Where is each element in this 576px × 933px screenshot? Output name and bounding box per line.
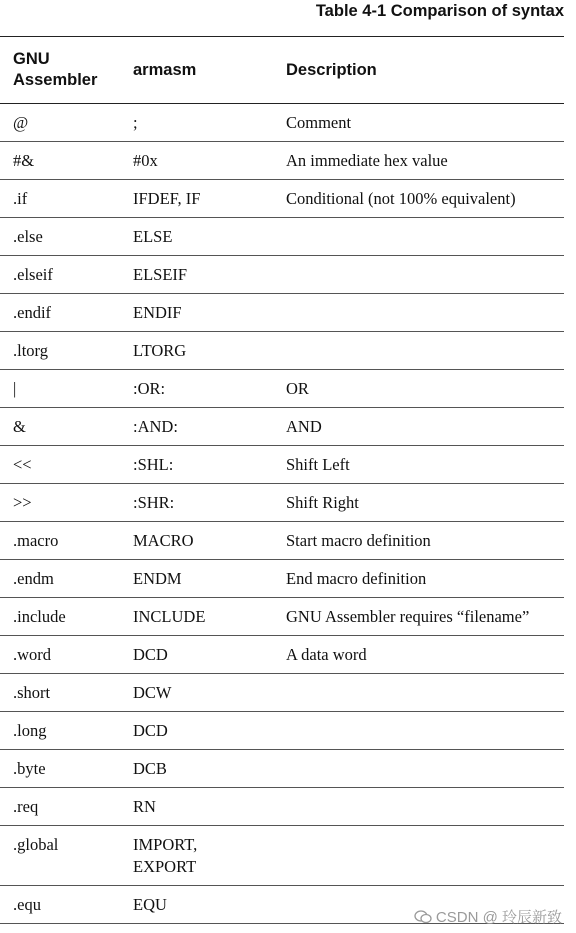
table-row (0, 332, 564, 370)
watermark (414, 906, 562, 927)
table-row (0, 370, 564, 408)
cell-gnu: | (0, 370, 120, 408)
table-body (0, 104, 564, 924)
cell-armasm: DCB (120, 750, 273, 788)
table-row (0, 522, 564, 560)
cell-gnu: .if (0, 180, 120, 218)
cell-armasm: EQU (120, 886, 273, 924)
cell-gnu: >> (0, 484, 120, 522)
cell-gnu: .else (0, 218, 120, 256)
header-armasm: armasm (120, 37, 273, 104)
cell-armasm: DCD (120, 636, 273, 674)
table-row (0, 598, 564, 636)
header-gnu-assembler: GNU Assembler (0, 37, 120, 104)
table-row (0, 788, 564, 826)
cell-armasm: MACRO (120, 522, 273, 560)
cell-description: Start macro definition (273, 522, 564, 560)
table-row (0, 408, 564, 446)
cell-description (273, 332, 564, 370)
cell-description: OR (273, 370, 564, 408)
cell-description: Shift Left (273, 446, 564, 484)
cell-gnu: .global (0, 826, 120, 886)
cell-description (273, 674, 564, 712)
table-row (0, 636, 564, 674)
table-row (0, 446, 564, 484)
cell-description: End macro definition (273, 560, 564, 598)
cell-armasm: IFDEF, IF (120, 180, 273, 218)
cell-gnu: .include (0, 598, 120, 636)
cell-description: Comment (273, 104, 564, 142)
cell-armasm: :AND: (120, 408, 273, 446)
cell-gnu: & (0, 408, 120, 446)
cell-armasm: ELSE (120, 218, 273, 256)
table-row (0, 294, 564, 332)
cell-gnu: .macro (0, 522, 120, 560)
table-row (0, 826, 564, 886)
cell-description: Shift Right (273, 484, 564, 522)
cell-gnu: .endif (0, 294, 120, 332)
cell-armasm: ; (120, 104, 273, 142)
table-header-row (0, 37, 564, 104)
cell-armasm: LTORG (120, 332, 273, 370)
table-row (0, 218, 564, 256)
cell-gnu: .endm (0, 560, 120, 598)
cell-description: GNU Assembler requires “filename” (273, 598, 564, 636)
cell-description: A data word (273, 636, 564, 674)
table-row (0, 104, 564, 142)
table-caption: Table 4-1 Comparison of syntax (315, 2, 564, 20)
table-row (0, 484, 564, 522)
table-row (0, 142, 564, 180)
cell-description: An immediate hex value (273, 142, 564, 180)
cell-armasm: ELSEIF (120, 256, 273, 294)
table-row (0, 180, 564, 218)
cell-armasm: INCLUDE (120, 598, 273, 636)
cell-gnu: .ltorg (0, 332, 120, 370)
cell-armasm: RN (120, 788, 273, 826)
cell-description (273, 750, 564, 788)
cell-armasm: IMPORT, EXPORT (120, 826, 273, 886)
cell-description (273, 218, 564, 256)
cell-armasm: DCD (120, 712, 273, 750)
header-description: Description (273, 37, 564, 104)
cell-description (273, 788, 564, 826)
table-row (0, 256, 564, 294)
watermark-text: CSDN @ 玲辰新致 (435, 909, 562, 926)
cell-armasm: DCW (120, 674, 273, 712)
cell-gnu: << (0, 446, 120, 484)
cell-description (273, 256, 564, 294)
cell-armasm: :SHR: (120, 484, 273, 522)
cell-armasm: ENDM (120, 560, 273, 598)
cell-armasm: #0x (120, 142, 273, 180)
table-row (0, 750, 564, 788)
table-row (0, 560, 564, 598)
cell-gnu: .long (0, 712, 120, 750)
cell-description (273, 294, 564, 332)
wechat-icon (414, 910, 432, 924)
cell-gnu: .equ (0, 886, 120, 924)
cell-gnu: .short (0, 674, 120, 712)
cell-description (273, 712, 564, 750)
table-row (0, 712, 564, 750)
cell-gnu: .elseif (0, 256, 120, 294)
cell-gnu: @ (0, 104, 120, 142)
cell-armasm: :SHL: (120, 446, 273, 484)
table-row (0, 674, 564, 712)
cell-gnu: .word (0, 636, 120, 674)
cell-gnu: .req (0, 788, 120, 826)
cell-gnu: #& (0, 142, 120, 180)
cell-armasm: ENDIF (120, 294, 273, 332)
cell-armasm: :OR: (120, 370, 273, 408)
cell-description: Conditional (not 100% equivalent) (273, 180, 564, 218)
cell-gnu: .byte (0, 750, 120, 788)
cell-description: AND (273, 408, 564, 446)
syntax-comparison-table (0, 36, 564, 924)
cell-description (273, 826, 564, 886)
